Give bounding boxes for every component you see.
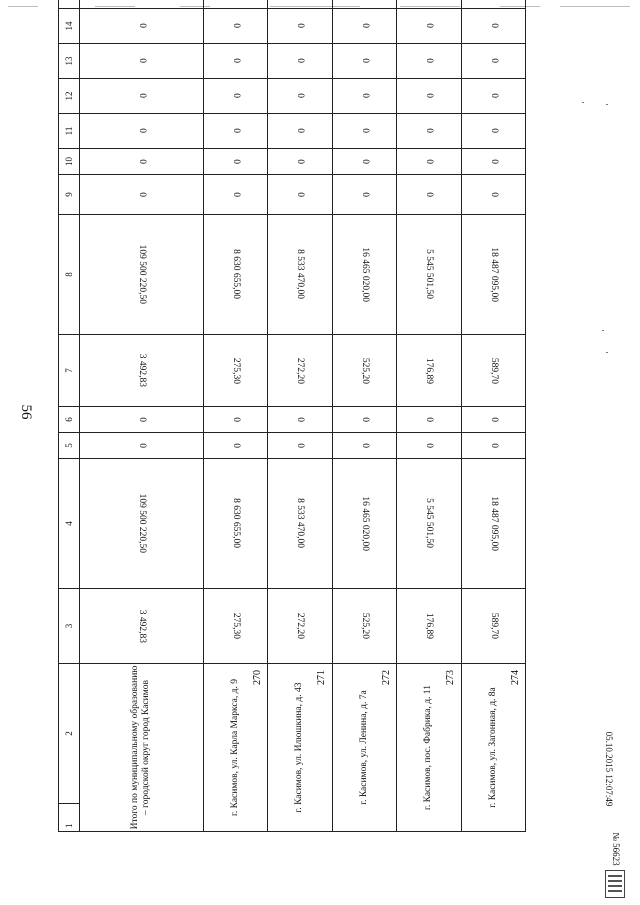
value-cell: [203, 0, 267, 9]
value-cell: [268, 335, 332, 407]
value-cell: [397, 79, 461, 114]
cell-value: 0: [136, 417, 147, 422]
cell-value: 8 630 655,00: [230, 498, 241, 549]
column-number: 10: [59, 149, 80, 175]
value-cell: [268, 175, 332, 215]
value-cell: [268, 433, 332, 459]
value-cell: [80, 215, 204, 335]
value-cell: [203, 149, 267, 175]
address-cell: [332, 664, 396, 832]
value-cell: [80, 44, 204, 79]
total-row: [80, 0, 204, 832]
column-number: 2: [59, 664, 80, 804]
cell-value: 0: [424, 443, 435, 448]
value-cell: [397, 215, 461, 335]
table-row: [332, 0, 396, 832]
cell-value: 0: [230, 192, 241, 197]
address-text: г. Касимов, ул. Ленина, д. 7а: [358, 690, 369, 805]
address-cell: [203, 664, 267, 832]
row-number: 270: [251, 670, 263, 685]
column-number: 9: [59, 175, 80, 215]
cell-value: 272,20: [295, 612, 306, 640]
cell-value: 18 487 095,00: [488, 247, 499, 302]
page-number: 56: [18, 404, 34, 420]
column-number: 1: [59, 804, 80, 832]
value-cell: [80, 407, 204, 433]
value-cell: [332, 79, 396, 114]
cell-value: 0: [359, 159, 370, 164]
cell-value: 0: [295, 93, 306, 99]
address-text: г. Касимов, ул. Загонная, д. 8а: [487, 687, 498, 808]
value-cell: [461, 0, 526, 9]
value-cell: [203, 407, 267, 433]
value-cell: [203, 433, 267, 459]
total-label: Итого по муниципальному образованию – городской округ город Касимов: [80, 664, 204, 832]
value-cell: [332, 407, 396, 433]
value-cell: [80, 9, 204, 44]
value-cell: [461, 459, 526, 589]
data-table: [58, 0, 526, 832]
cell-value: 0: [359, 93, 370, 99]
value-cell: [461, 79, 526, 114]
data-table-container: [58, 20, 526, 832]
value-cell: [461, 9, 526, 44]
cell-value: 0: [136, 443, 147, 448]
value-cell: [80, 589, 204, 664]
cell-value: 589,70: [488, 612, 499, 640]
cell-value: 0: [230, 159, 241, 164]
cell-value: 5 545 501,50: [424, 498, 435, 549]
table-row: [397, 0, 461, 832]
cell-value: 525,20: [359, 357, 370, 384]
value-cell: [268, 0, 332, 9]
cell-value: 8 533 470,00: [295, 249, 306, 300]
cell-value: 0: [136, 192, 147, 197]
stamp-logo-icon: [605, 870, 625, 898]
cell-value: 176,89: [424, 612, 435, 640]
row-number: 273: [445, 670, 456, 685]
column-number-row: [59, 0, 80, 832]
column-number: 14: [59, 9, 80, 44]
value-cell: [80, 0, 204, 9]
column-number: 5: [59, 433, 80, 459]
cell-value: 0: [488, 58, 499, 64]
value-cell: [397, 9, 461, 44]
column-number: 13: [59, 44, 80, 79]
value-cell: [203, 459, 267, 589]
column-number: 7: [59, 335, 80, 407]
row-number: 272: [380, 670, 392, 685]
value-cell: [461, 215, 526, 335]
value-cell: [268, 149, 332, 175]
address-text: г. Касимов, ул. Карла Маркса, д. 9: [229, 679, 240, 816]
cell-value: 525,20: [359, 612, 370, 640]
value-cell: [332, 215, 396, 335]
cell-value: 0: [295, 128, 306, 134]
address-cell: [397, 664, 461, 832]
value-cell: [397, 335, 461, 407]
cell-value: 16 465 020,00: [359, 247, 370, 302]
value-cell: [203, 215, 267, 335]
cell-value: 0: [230, 128, 241, 134]
value-cell: [203, 589, 267, 664]
cell-value: 3 492,83: [136, 353, 147, 388]
value-cell: [203, 79, 267, 114]
cell-value: 0: [136, 159, 147, 164]
cell-value: 0: [488, 128, 499, 134]
column-number: 4: [59, 459, 80, 589]
cell-value: 8 630 655,00: [230, 249, 241, 300]
cell-value: 0: [488, 417, 499, 422]
cell-value: 16 465 020,00: [359, 496, 370, 551]
table-row: [268, 0, 332, 832]
value-cell: [268, 79, 332, 114]
cell-value: 0: [488, 192, 499, 197]
cell-value: 0: [359, 192, 370, 197]
cell-value: 0: [424, 128, 435, 134]
value-cell: [80, 149, 204, 175]
cell-value: 109 500 220,50: [136, 244, 147, 305]
value-cell: [397, 407, 461, 433]
cell-value: 0: [295, 159, 306, 164]
address-cell: [461, 664, 526, 832]
cell-value: 0: [136, 23, 147, 29]
value-cell: [461, 44, 526, 79]
value-cell: [332, 149, 396, 175]
value-cell: [80, 114, 204, 149]
cell-value: 0: [424, 192, 435, 197]
cell-value: 0: [136, 93, 147, 99]
column-number: 3: [59, 589, 80, 664]
value-cell: [268, 407, 332, 433]
registration-stamp: [604, 731, 627, 900]
value-cell: [397, 433, 461, 459]
cell-value: 0: [359, 128, 370, 134]
cell-value: 0: [488, 443, 499, 448]
cell-value: 109 500 220,50: [136, 493, 147, 554]
value-cell: [203, 44, 267, 79]
value-cell: [80, 433, 204, 459]
value-cell: [332, 114, 396, 149]
cell-value: 0: [424, 58, 435, 64]
stamp-datetime: 05.10.2015 12:07:49: [604, 731, 614, 807]
cell-value: 0: [424, 417, 435, 422]
value-cell: [332, 44, 396, 79]
table-row: [203, 0, 267, 832]
value-cell: [268, 459, 332, 589]
cell-value: 5 545 501,50: [424, 249, 435, 300]
value-cell: [397, 114, 461, 149]
value-cell: [397, 459, 461, 589]
cell-value: 272,20: [295, 357, 306, 384]
value-cell: [80, 175, 204, 215]
cell-value: 3 492,83: [136, 609, 147, 643]
value-cell: [332, 433, 396, 459]
cell-value: 0: [424, 159, 435, 164]
cell-value: 0: [295, 192, 306, 197]
cell-value: 0: [230, 417, 241, 422]
value-cell: [332, 589, 396, 664]
cell-value: 0: [359, 443, 370, 448]
value-cell: [332, 175, 396, 215]
cell-value: 0: [295, 58, 306, 64]
cell-value: 18 487 095,00: [488, 496, 499, 551]
value-cell: [80, 79, 204, 114]
value-cell: [268, 589, 332, 664]
cell-value: 0: [359, 23, 370, 29]
cell-value: 0: [488, 23, 499, 29]
value-cell: [80, 459, 204, 589]
cell-value: 0: [488, 159, 499, 164]
value-cell: [461, 433, 526, 459]
value-cell: [461, 149, 526, 175]
cell-value: 0: [230, 58, 241, 64]
table-row: [461, 0, 526, 832]
cell-value: 0: [488, 93, 499, 99]
value-cell: [397, 149, 461, 175]
column-number: 12: [59, 79, 80, 114]
column-number: 6: [59, 407, 80, 433]
cell-value: 0: [136, 58, 147, 64]
value-cell: [268, 114, 332, 149]
address-text: г. Касимов, пос. Фабрика, д. 11: [423, 685, 434, 810]
value-cell: [397, 589, 461, 664]
column-number: [59, 0, 80, 9]
stamp-number: № 56623: [611, 832, 621, 866]
cell-value: 0: [136, 128, 147, 134]
value-cell: [80, 335, 204, 407]
cell-value: 275,30: [230, 357, 241, 384]
value-cell: [332, 335, 396, 407]
column-number: 8: [59, 215, 80, 335]
cell-value: 0: [295, 23, 306, 29]
cell-value: 0: [359, 417, 370, 422]
value-cell: [203, 175, 267, 215]
value-cell: [268, 9, 332, 44]
cell-value: 0: [295, 443, 306, 448]
value-cell: [461, 335, 526, 407]
column-number: 11: [59, 114, 80, 149]
cell-value: 0: [295, 417, 306, 422]
row-number: 274: [509, 670, 521, 685]
value-cell: [332, 459, 396, 589]
cell-value: 0: [424, 93, 435, 99]
value-cell: [203, 335, 267, 407]
value-cell: [461, 407, 526, 433]
value-cell: [461, 175, 526, 215]
value-cell: [332, 0, 396, 9]
value-cell: [397, 44, 461, 79]
cell-value: 0: [230, 23, 241, 29]
value-cell: [268, 44, 332, 79]
cell-value: 0: [230, 93, 241, 99]
cell-value: 589,70: [488, 357, 499, 384]
cell-value: 176,89: [424, 357, 435, 384]
value-cell: [397, 175, 461, 215]
cell-value: 0: [230, 443, 241, 448]
value-cell: [461, 114, 526, 149]
cell-value: 0: [359, 58, 370, 64]
cell-value: 0: [424, 23, 435, 29]
value-cell: [203, 9, 267, 44]
row-number: 271: [316, 670, 328, 685]
cell-value: 8 533 470,00: [295, 498, 306, 549]
value-cell: [397, 0, 461, 9]
value-cell: [268, 215, 332, 335]
value-cell: [332, 9, 396, 44]
address-cell: [268, 664, 332, 832]
cell-value: 275,30: [230, 612, 241, 640]
address-text: г. Касимов, ул. Илюшкина, д. 43: [294, 682, 305, 813]
value-cell: [203, 114, 267, 149]
value-cell: [461, 589, 526, 664]
